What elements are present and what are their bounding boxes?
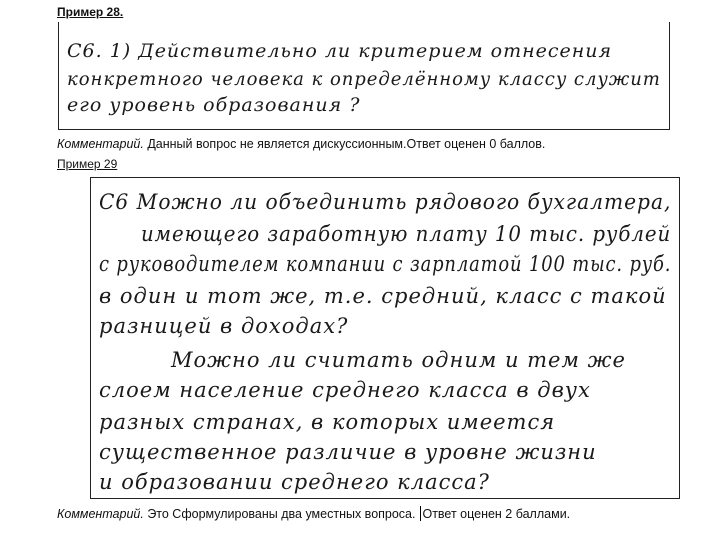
comment-label: Комментарий. bbox=[57, 137, 144, 151]
handwriting-line: и образовании среднего класса? bbox=[99, 470, 490, 494]
comment-label: Комментарий. bbox=[57, 507, 144, 521]
handwriting-line: с руководителем компании с зарплатой 100 тыс. руб. bbox=[99, 252, 672, 276]
handwriting-line: имеющего заработную плату 10 тыс. рублей bbox=[141, 222, 672, 246]
example-29-title: Пример 29 bbox=[57, 157, 118, 171]
handwriting-line: слоем население среднего класса в двух bbox=[99, 378, 591, 402]
comment-28 bbox=[57, 137, 545, 151]
handwritten-answer-scan-2 bbox=[90, 177, 680, 499]
handwriting-line: существенное различие в уровне жизни bbox=[99, 440, 597, 464]
example-28-title: Пример 28. bbox=[57, 5, 124, 19]
comment-text: Ответ оценен 2 баллами. bbox=[422, 507, 571, 521]
handwriting-line: разных странах, в которых имеется bbox=[99, 410, 556, 434]
comment-text: Это Сформулированы два уместных вопроса. bbox=[143, 507, 419, 521]
comment-text: Данный вопрос не является дискуссионным.Ответ оценен 0 баллов. bbox=[143, 137, 546, 151]
handwritten-answer-scan-1 bbox=[58, 22, 670, 130]
comment-29 bbox=[57, 506, 570, 521]
handwriting-line: конкретного человека к определённому классу служит bbox=[67, 68, 661, 90]
handwriting-line: его уровень образования ? bbox=[67, 94, 361, 116]
handwriting-line: в один и тот же, т.е. средний, класс с такой bbox=[99, 284, 667, 308]
handwriting-line: С6 Можно ли объединить рядового бухгалтера, bbox=[99, 190, 672, 214]
handwriting-line: С6. 1) Действительно ли критерием отнесения bbox=[67, 40, 613, 62]
handwriting-line: разницей в доходах? bbox=[99, 314, 349, 338]
handwriting-line: Можно ли считать одним и тем же bbox=[171, 348, 626, 372]
